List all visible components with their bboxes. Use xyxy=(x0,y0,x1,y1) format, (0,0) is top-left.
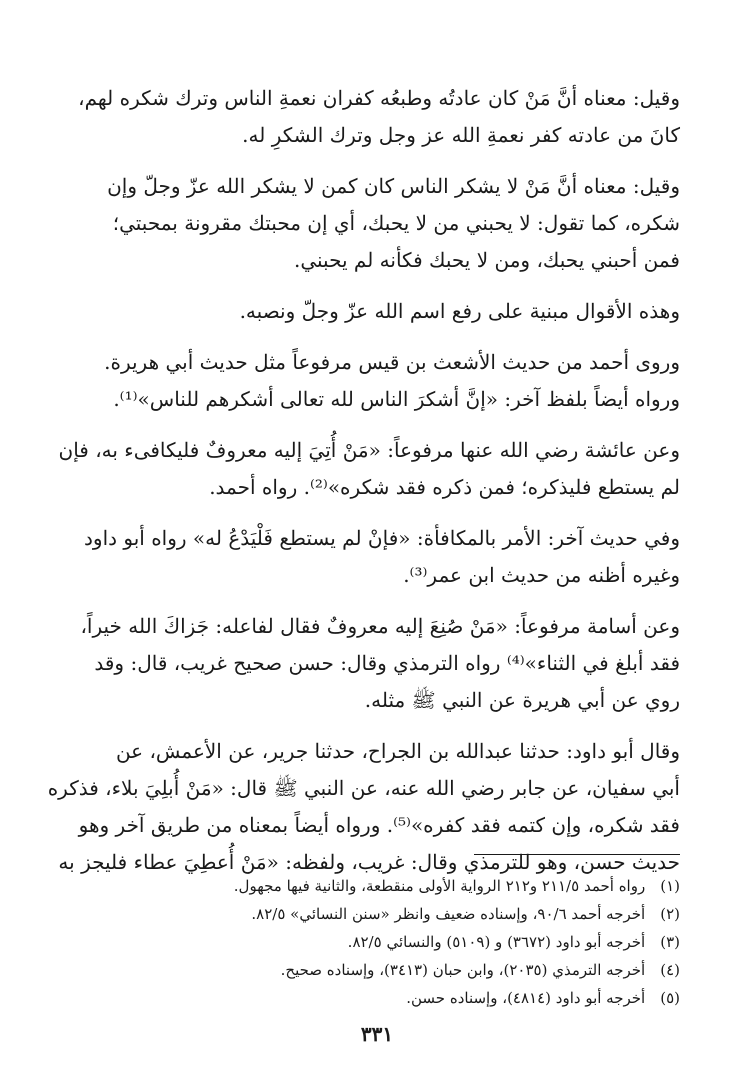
text-line: فقد شكره، وإن كتمه فقد كفره»⁽⁵⁾. ورواه أيضاً بمعناه من طريق آخر وهو xyxy=(78,813,680,837)
text-line: وقيل: معناه أنَّ مَنْ لا يشكر الناس كان كمن لا يشكر الله عزّ وجلّ وإن xyxy=(107,174,680,198)
page-body xyxy=(47,80,680,895)
text-line: وروى أحمد من حديث الأشعث بن قيس مرفوعاً مثل حديث أبي هريرة. xyxy=(104,350,680,374)
text-line: وقيل: معناه أنَّ مَنْ كان عادتُه وطبعُه كفران نعمةِ الناس وترك شكره لهم، xyxy=(78,86,680,110)
footnote-number: (٢) xyxy=(660,905,680,923)
text-line: لم يستطع فليذكره؛ فمن ذكره فقد شكره»⁽²⁾. رواه أحمد. xyxy=(209,475,680,499)
text-line: حديث حسن، وهو للترمذي وقال: غريب، ولفظه: «مَنْ أُعطِيَ عطاء فليجز به xyxy=(58,850,680,874)
text-line: وعن عائشة رضي الله عنها مرفوعاً: «مَنْ أُتِيَ إليه معروفٌ فليكافىء به، فإن xyxy=(58,438,680,462)
footnote-text: أخرجه أبو داود (٣٦٧٢) و (٥١٠٩) والنسائي ٨٢/٥. xyxy=(347,933,646,951)
text-line: وفي حديث آخر: الأمر بالمكافأة: «فإنْ لم يستطع فَلْيَدْعُ له» رواه أبو داود xyxy=(84,526,680,550)
paragraph-6 xyxy=(64,520,680,594)
text-line: فمن أحبني يحبك، ومن لا يحبك فكأنه لم يحبني. xyxy=(293,248,680,272)
footnote-text: أخرجه الترمذي (٢٠٣٥)، وابن حبان (٣٤١٣)، وإسناده صحيح. xyxy=(280,961,646,979)
paragraph-4 xyxy=(64,344,680,418)
footnote-divider xyxy=(474,854,680,855)
paragraph-7 xyxy=(64,608,680,719)
paragraph-1 xyxy=(64,80,680,154)
footnote-3 xyxy=(64,928,680,956)
footnote-number: (١) xyxy=(660,877,680,895)
paragraph-8 xyxy=(47,733,680,881)
footnote-5 xyxy=(64,984,680,1012)
footnote-text: أخرجه أبو داود (٤٨١٤)، وإسناده حسن. xyxy=(406,989,646,1007)
text-line: كانَ من عادته كفر نعمةِ الله عز وجل وترك الشكرِ له. xyxy=(242,123,680,147)
footnotes-section xyxy=(64,872,680,1012)
text-line: أبي سفيان، عن جابر رضي الله عنه، عن النبي ﷺ قال: «مَنْ أُبلِيَ بلاء، فذكره xyxy=(47,776,680,800)
footnote-text: رواه أحمد ٢١١/٥ و٢١٢ الرواية الأولى منقطعة، والثانية فيها مجهول. xyxy=(233,877,646,895)
footnote-2 xyxy=(64,900,680,928)
footnote-number: (٣) xyxy=(660,933,680,951)
footnote-4 xyxy=(64,956,680,984)
text-line: روي عن أبي هريرة عن النبي ﷺ مثله. xyxy=(364,688,680,712)
text-line: فقد أبلغ في الثناء»⁽⁴⁾ رواه الترمذي وقال: حسن صحيح غريب، قال: وقد xyxy=(94,651,680,675)
footnote-number: (٤) xyxy=(660,961,680,979)
text-line: وعن أسامة مرفوعاً: «مَنْ صُنِعَ إليه معروفٌ فقال لفاعله: جَزاكَ الله خيراً، xyxy=(80,614,680,638)
paragraph-3 xyxy=(64,293,680,330)
paragraph-2 xyxy=(64,168,680,279)
text-line: وغيره أظنه من حديث ابن عمر⁽³⁾. xyxy=(403,563,680,587)
paragraph-5 xyxy=(58,432,680,506)
footnote-1 xyxy=(64,872,680,900)
text-line: وهذه الأقوال مبنية على رفع اسم الله عزّ وجلّ ونصبه. xyxy=(239,299,680,323)
page-number: ٣٣١ xyxy=(360,1022,394,1046)
footnote-number: (٥) xyxy=(660,989,680,1007)
text-line: وقال أبو داود: حدثنا عبدالله بن الجراح، حدثنا جرير، عن الأعمش، عن xyxy=(115,739,680,763)
footnote-text: أخرجه أحمد ٩٠/٦، وإسناده ضعيف وانظر «سنن النسائي» ٨٢/٥. xyxy=(251,905,646,923)
text-line: شكره، كما تقول: لا يحبني من لا يحبك، أي إن محبتك مقرونة بمحبتي؛ xyxy=(112,211,680,235)
text-line: ورواه أيضاً بلفظ آخر: «إنَّ أشكرَ الناس لله تعالى أشكرهم للناس»⁽¹⁾. xyxy=(113,387,680,411)
